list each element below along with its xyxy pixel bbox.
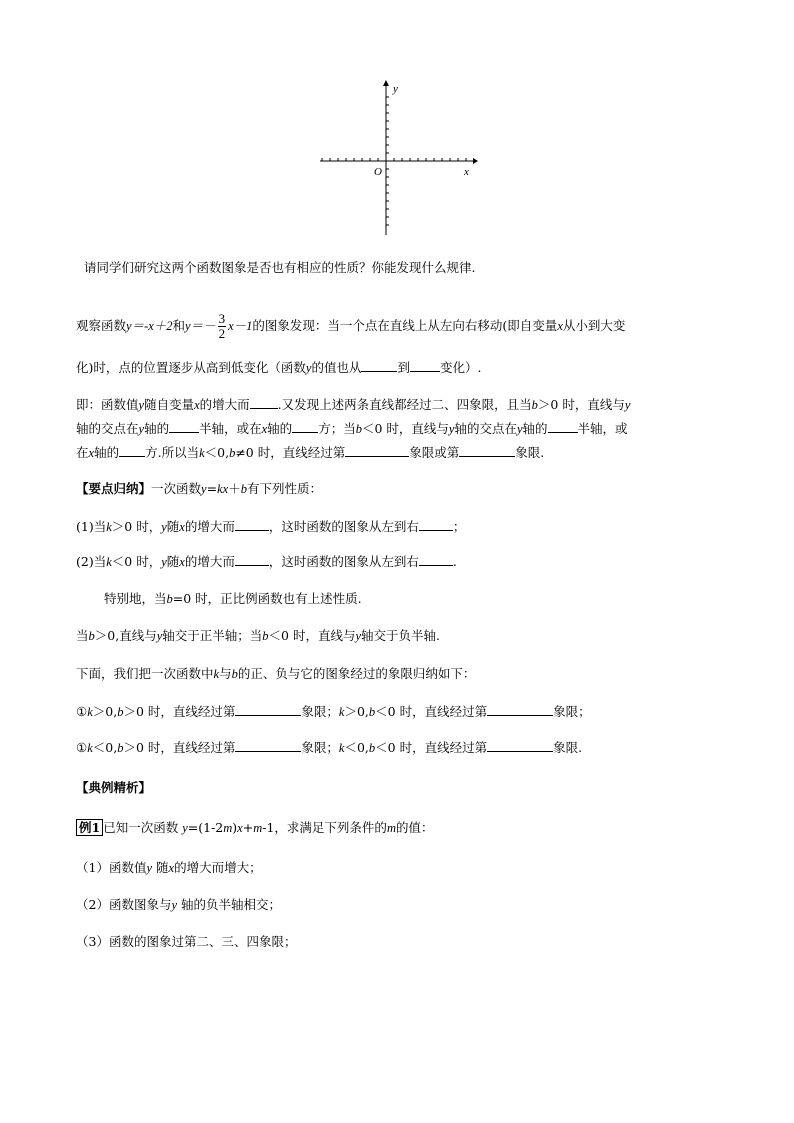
intro-question: 请同学们研究这两个函数图象是否也有相应的性质？你能发现什么规律. (84, 260, 476, 275)
ie-line-2: 轴的交点在y轴的 半轴，或在x轴的 方；当b＜0 时，直线与y轴的交点在y轴的 半轴，或 (76, 421, 628, 436)
answer-blank[interactable] (250, 396, 278, 409)
answer-blank[interactable] (235, 703, 301, 716)
summary-intro-line: 下面，我们把一次函数中k与b的正、负与它的图象经过的象限归纳如下： (76, 666, 476, 681)
y-axis-label: y (393, 83, 398, 95)
answer-blank[interactable] (548, 420, 578, 433)
observe-line-2: 化)时，点的位置逐步从高到低变化（函数y的值也从 到 变化）. (76, 360, 482, 375)
ie-line-3: 在x轴的 方.所以当k＜0,b≠0 时，直线经过第 象限或第 象限. (76, 445, 545, 460)
question-3: （3）函数的图象过第二、三、四象限； (76, 934, 297, 949)
answer-blank[interactable] (119, 444, 145, 457)
property-1: (1)当k＞0 时，y随x的增大而 ，这时函数的图象从左到右 ； (76, 519, 466, 534)
answer-blank[interactable] (169, 420, 199, 433)
example-label: 例1 (76, 819, 103, 836)
answer-blank[interactable] (235, 518, 269, 531)
property-2: (2)当k＜0 时，y随x的增大而 ，这时函数的图象从左到右 . (76, 554, 457, 569)
summary-heading: 【要点归纳】一次函数y=kx＋b有下列性质： (76, 481, 322, 496)
x-axis-label: x (464, 166, 469, 178)
answer-blank[interactable] (235, 739, 301, 752)
b-sign-line: 当b＞0,直线与y轴交于正半轴；当b＜0 时，直线与y轴交于负半轴. (76, 628, 441, 643)
fraction-three-halves: $\frac{3}{2}$ (218, 311, 226, 341)
x-axis-arrow (473, 158, 478, 164)
y-axis-arrow (383, 80, 389, 86)
origin-label: O (374, 166, 382, 178)
special-case-line: 特别地，当b=0 时，正比例函数也有上述性质. (104, 591, 362, 606)
examples-heading: 【典例精析】 (76, 780, 152, 795)
question-1: （1）函数值y 随x的增大而增大； (76, 860, 262, 875)
case-k-negative: ①k＜0,b＞0 时，直线经过第 象限；k＜0,b＜0 时，直线经过第 象限. (76, 740, 583, 755)
answer-blank[interactable] (419, 553, 453, 566)
answer-blank[interactable] (487, 703, 553, 716)
answer-blank[interactable] (235, 553, 269, 566)
answer-blank[interactable] (459, 444, 515, 457)
answer-blank[interactable] (345, 444, 409, 457)
coordinate-axes-figure (318, 80, 478, 240)
case-k-positive: ①k＞0,b＞0 时，直线经过第 象限；k＞0,b＜0 时，直线经过第 象限； (76, 704, 591, 719)
answer-blank[interactable] (292, 420, 318, 433)
answer-blank[interactable] (361, 359, 397, 372)
ie-line-1: 即：函数值y随自变量x的增大而 .又发现上述两条直线都经过二、四象限，且当b＞0 时，直线与y (76, 397, 631, 412)
answer-blank[interactable] (410, 359, 440, 372)
answer-blank[interactable] (487, 739, 553, 752)
answer-blank[interactable] (419, 518, 453, 531)
example-1: 例1 已知一次函数 y=(1-2m)x+m-1，求满足下列条件的m的值： (76, 820, 433, 836)
question-2: （2）函数图象与y 轴的负半轴相交； (76, 897, 282, 912)
observe-line-1: 观察函数y＝-x＋2和y＝－ $\frac{3}{2}$ x－1的图象发现：当一个点在直线上从左向右移动(即自变量x从小到大变 (76, 311, 626, 341)
